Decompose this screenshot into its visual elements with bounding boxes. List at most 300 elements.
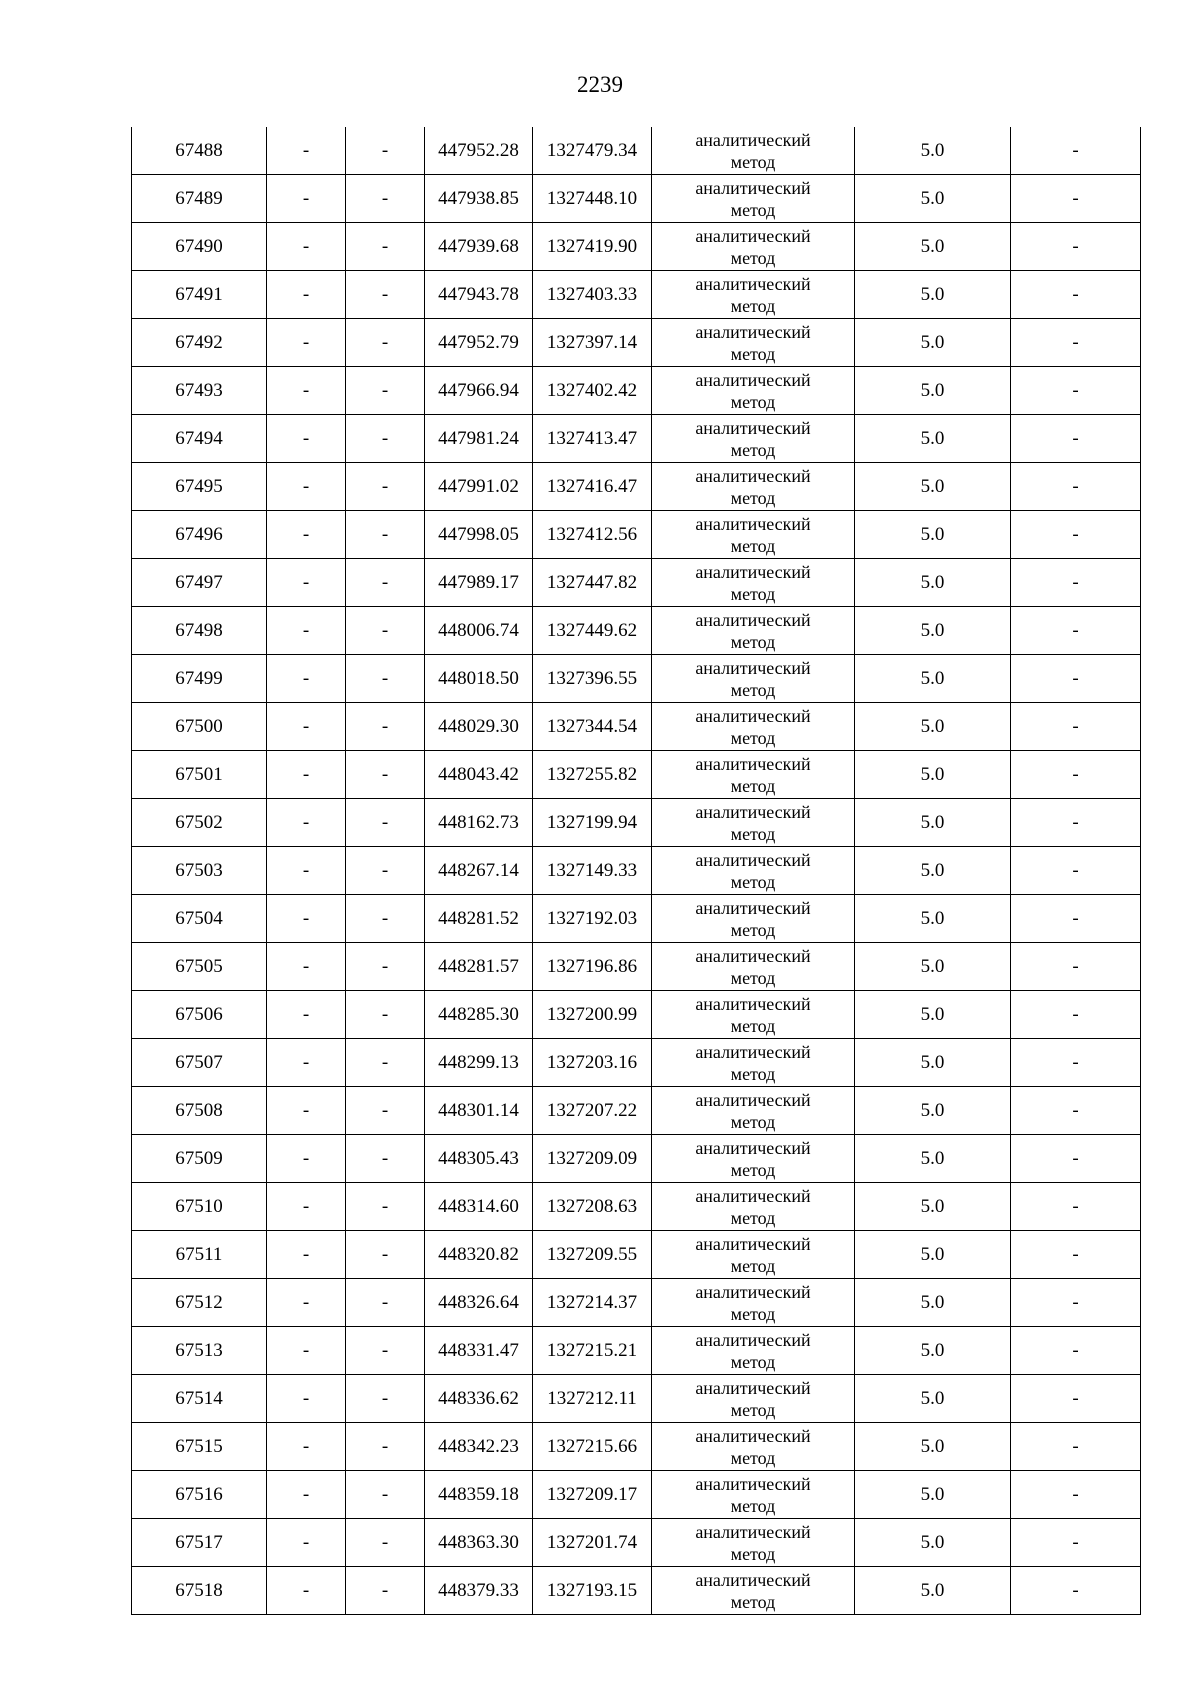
method-line-2: метод <box>730 583 776 604</box>
dash-cell: - <box>1011 1279 1141 1327</box>
method-line-1: аналитический <box>695 1521 811 1542</box>
dash-cell: - <box>1011 991 1141 1039</box>
y-coordinate-cell: 1327412.56 <box>533 511 652 559</box>
precision-cell: 5.0 <box>855 319 1011 367</box>
dash-cell: - <box>267 1471 346 1519</box>
method-line-1: аналитический <box>695 1185 811 1206</box>
table-body <box>132 127 1141 1615</box>
dash-cell: - <box>346 655 425 703</box>
point-id-cell: 67491 <box>132 271 267 319</box>
dash-cell: - <box>267 1423 346 1471</box>
method-cell <box>652 1567 855 1615</box>
method-line-1: аналитический <box>695 705 811 726</box>
method-cell <box>652 991 855 1039</box>
y-coordinate-cell: 1327208.63 <box>533 1183 652 1231</box>
x-coordinate-cell: 448162.73 <box>425 799 533 847</box>
method-line-2: метод <box>730 343 776 364</box>
x-coordinate-cell: 448326.64 <box>425 1279 533 1327</box>
method-line-1: аналитический <box>695 801 811 822</box>
point-id-cell: 67489 <box>132 175 267 223</box>
method-line-1: аналитический <box>695 561 811 582</box>
point-id-cell: 67499 <box>132 655 267 703</box>
dash-cell: - <box>267 127 346 175</box>
x-coordinate-cell: 448299.13 <box>425 1039 533 1087</box>
point-id-cell: 67512 <box>132 1279 267 1327</box>
point-id-cell: 67509 <box>132 1135 267 1183</box>
method-line-2: метод <box>730 823 776 844</box>
dash-cell: - <box>267 703 346 751</box>
y-coordinate-cell: 1327215.21 <box>533 1327 652 1375</box>
point-id-cell: 67516 <box>132 1471 267 1519</box>
dash-cell: - <box>267 847 346 895</box>
table-row <box>132 1135 1141 1183</box>
dash-cell: - <box>1011 943 1141 991</box>
method-cell <box>652 1231 855 1279</box>
precision-cell: 5.0 <box>855 127 1011 175</box>
method-line-1: аналитический <box>695 465 811 486</box>
y-coordinate-cell: 1327344.54 <box>533 703 652 751</box>
method-line-1: аналитический <box>695 321 811 342</box>
x-coordinate-cell: 448281.52 <box>425 895 533 943</box>
table-row <box>132 607 1141 655</box>
method-line-1: аналитический <box>695 1137 811 1158</box>
dash-cell: - <box>267 943 346 991</box>
table-row <box>132 847 1141 895</box>
y-coordinate-cell: 1327416.47 <box>533 463 652 511</box>
x-coordinate-cell: 448320.82 <box>425 1231 533 1279</box>
precision-cell: 5.0 <box>855 895 1011 943</box>
precision-cell: 5.0 <box>855 223 1011 271</box>
method-line-2: метод <box>730 487 776 508</box>
x-coordinate-cell: 447989.17 <box>425 559 533 607</box>
dash-cell: - <box>1011 1039 1141 1087</box>
method-line-2: метод <box>730 1207 776 1228</box>
precision-cell: 5.0 <box>855 511 1011 559</box>
dash-cell: - <box>1011 1327 1141 1375</box>
x-coordinate-cell: 447966.94 <box>425 367 533 415</box>
dash-cell: - <box>267 799 346 847</box>
dash-cell: - <box>346 223 425 271</box>
x-coordinate-cell: 448331.47 <box>425 1327 533 1375</box>
dash-cell: - <box>1011 1183 1141 1231</box>
table-row <box>132 1279 1141 1327</box>
precision-cell: 5.0 <box>855 1567 1011 1615</box>
precision-cell: 5.0 <box>855 607 1011 655</box>
point-id-cell: 67494 <box>132 415 267 463</box>
point-id-cell: 67488 <box>132 127 267 175</box>
table-row <box>132 223 1141 271</box>
precision-cell: 5.0 <box>855 463 1011 511</box>
method-line-2: метод <box>730 1015 776 1036</box>
point-id-cell: 67500 <box>132 703 267 751</box>
dash-cell: - <box>346 319 425 367</box>
x-coordinate-cell: 448018.50 <box>425 655 533 703</box>
dash-cell: - <box>346 271 425 319</box>
method-line-2: метод <box>730 775 776 796</box>
dash-cell: - <box>1011 175 1141 223</box>
method-cell <box>652 1183 855 1231</box>
dash-cell: - <box>267 1375 346 1423</box>
point-id-cell: 67503 <box>132 847 267 895</box>
dash-cell: - <box>1011 1423 1141 1471</box>
y-coordinate-cell: 1327200.99 <box>533 991 652 1039</box>
point-id-cell: 67505 <box>132 943 267 991</box>
dash-cell: - <box>267 319 346 367</box>
x-coordinate-cell: 448305.43 <box>425 1135 533 1183</box>
method-line-1: аналитический <box>695 1425 811 1446</box>
point-id-cell: 67496 <box>132 511 267 559</box>
method-cell <box>652 271 855 319</box>
table-row <box>132 319 1141 367</box>
method-line-1: аналитический <box>695 513 811 534</box>
dash-cell: - <box>1011 1519 1141 1567</box>
dash-cell: - <box>1011 511 1141 559</box>
table-row <box>132 1567 1141 1615</box>
table-row <box>132 751 1141 799</box>
dash-cell: - <box>1011 1135 1141 1183</box>
method-line-2: метод <box>730 871 776 892</box>
point-id-cell: 67502 <box>132 799 267 847</box>
method-line-1: аналитический <box>695 1569 811 1590</box>
dash-cell: - <box>1011 1471 1141 1519</box>
point-id-cell: 67518 <box>132 1567 267 1615</box>
method-line-1: аналитический <box>695 225 811 246</box>
point-id-cell: 67493 <box>132 367 267 415</box>
x-coordinate-cell: 447939.68 <box>425 223 533 271</box>
dash-cell: - <box>267 175 346 223</box>
method-line-2: метод <box>730 1543 776 1564</box>
dash-cell: - <box>346 175 425 223</box>
method-line-1: аналитический <box>695 1233 811 1254</box>
dash-cell: - <box>346 1567 425 1615</box>
dash-cell: - <box>267 1231 346 1279</box>
x-coordinate-cell: 447943.78 <box>425 271 533 319</box>
method-cell <box>652 1039 855 1087</box>
y-coordinate-cell: 1327449.62 <box>533 607 652 655</box>
y-coordinate-cell: 1327193.15 <box>533 1567 652 1615</box>
method-line-1: аналитический <box>695 753 811 774</box>
method-cell <box>652 1471 855 1519</box>
y-coordinate-cell: 1327214.37 <box>533 1279 652 1327</box>
method-line-2: метод <box>730 247 776 268</box>
method-line-1: аналитический <box>695 993 811 1014</box>
method-cell <box>652 607 855 655</box>
dash-cell: - <box>346 1279 425 1327</box>
method-line-1: аналитический <box>695 129 811 150</box>
precision-cell: 5.0 <box>855 559 1011 607</box>
dash-cell: - <box>1011 799 1141 847</box>
method-line-2: метод <box>730 391 776 412</box>
point-id-cell: 67511 <box>132 1231 267 1279</box>
method-cell <box>652 1375 855 1423</box>
precision-cell: 5.0 <box>855 943 1011 991</box>
method-line-1: аналитический <box>695 273 811 294</box>
point-id-cell: 67497 <box>132 559 267 607</box>
point-id-cell: 67506 <box>132 991 267 1039</box>
point-id-cell: 67513 <box>132 1327 267 1375</box>
x-coordinate-cell: 447952.79 <box>425 319 533 367</box>
dash-cell: - <box>267 1039 346 1087</box>
x-coordinate-cell: 447991.02 <box>425 463 533 511</box>
method-line-2: метод <box>730 439 776 460</box>
dash-cell: - <box>346 943 425 991</box>
dash-cell: - <box>346 1087 425 1135</box>
method-line-1: аналитический <box>695 897 811 918</box>
x-coordinate-cell: 448336.62 <box>425 1375 533 1423</box>
method-line-1: аналитический <box>695 417 811 438</box>
method-line-1: аналитический <box>695 609 811 630</box>
dash-cell: - <box>267 1135 346 1183</box>
point-id-cell: 67508 <box>132 1087 267 1135</box>
table-row <box>132 1039 1141 1087</box>
dash-cell: - <box>346 751 425 799</box>
y-coordinate-cell: 1327255.82 <box>533 751 652 799</box>
table-row <box>132 559 1141 607</box>
y-coordinate-cell: 1327192.03 <box>533 895 652 943</box>
method-cell <box>652 511 855 559</box>
dash-cell: - <box>346 1039 425 1087</box>
table-row <box>132 367 1141 415</box>
point-id-cell: 67495 <box>132 463 267 511</box>
y-coordinate-cell: 1327396.55 <box>533 655 652 703</box>
dash-cell: - <box>346 1471 425 1519</box>
y-coordinate-cell: 1327403.33 <box>533 271 652 319</box>
dash-cell: - <box>1011 271 1141 319</box>
dash-cell: - <box>267 367 346 415</box>
method-line-2: метод <box>730 727 776 748</box>
method-cell <box>652 1327 855 1375</box>
precision-cell: 5.0 <box>855 655 1011 703</box>
y-coordinate-cell: 1327419.90 <box>533 223 652 271</box>
method-cell <box>652 655 855 703</box>
precision-cell: 5.0 <box>855 703 1011 751</box>
method-line-2: метод <box>730 295 776 316</box>
dash-cell: - <box>1011 415 1141 463</box>
method-line-2: метод <box>730 1063 776 1084</box>
y-coordinate-cell: 1327209.09 <box>533 1135 652 1183</box>
dash-cell: - <box>1011 847 1141 895</box>
point-id-cell: 67490 <box>132 223 267 271</box>
method-cell <box>652 847 855 895</box>
method-line-1: аналитический <box>695 657 811 678</box>
x-coordinate-cell: 448029.30 <box>425 703 533 751</box>
method-line-1: аналитический <box>695 1329 811 1350</box>
precision-cell: 5.0 <box>855 1279 1011 1327</box>
table-row <box>132 991 1141 1039</box>
dash-cell: - <box>267 463 346 511</box>
method-cell <box>652 751 855 799</box>
x-coordinate-cell: 448301.14 <box>425 1087 533 1135</box>
dash-cell: - <box>267 1279 346 1327</box>
dash-cell: - <box>267 751 346 799</box>
table-row <box>132 1231 1141 1279</box>
method-line-2: метод <box>730 1399 776 1420</box>
dash-cell: - <box>267 559 346 607</box>
x-coordinate-cell: 448359.18 <box>425 1471 533 1519</box>
table-row <box>132 463 1141 511</box>
x-coordinate-cell: 448281.57 <box>425 943 533 991</box>
method-line-2: метод <box>730 967 776 988</box>
dash-cell: - <box>1011 655 1141 703</box>
dash-cell: - <box>346 847 425 895</box>
dash-cell: - <box>346 1135 425 1183</box>
y-coordinate-cell: 1327413.47 <box>533 415 652 463</box>
dash-cell: - <box>346 127 425 175</box>
dash-cell: - <box>1011 127 1141 175</box>
dash-cell: - <box>1011 895 1141 943</box>
method-line-1: аналитический <box>695 945 811 966</box>
method-line-2: метод <box>730 151 776 172</box>
method-cell <box>652 1279 855 1327</box>
dash-cell: - <box>346 1183 425 1231</box>
point-id-cell: 67507 <box>132 1039 267 1087</box>
dash-cell: - <box>267 607 346 655</box>
precision-cell: 5.0 <box>855 991 1011 1039</box>
page-number: 2239 <box>577 72 623 97</box>
table-row <box>132 1183 1141 1231</box>
method-cell <box>652 175 855 223</box>
x-coordinate-cell: 447998.05 <box>425 511 533 559</box>
point-id-cell: 67504 <box>132 895 267 943</box>
x-coordinate-cell: 447981.24 <box>425 415 533 463</box>
table-row <box>132 799 1141 847</box>
y-coordinate-cell: 1327209.17 <box>533 1471 652 1519</box>
dash-cell: - <box>267 1087 346 1135</box>
method-cell <box>652 1135 855 1183</box>
method-line-2: метод <box>730 631 776 652</box>
method-line-1: аналитический <box>695 369 811 390</box>
method-cell <box>652 799 855 847</box>
y-coordinate-cell: 1327209.55 <box>533 1231 652 1279</box>
precision-cell: 5.0 <box>855 271 1011 319</box>
table-row <box>132 175 1141 223</box>
x-coordinate-cell: 448043.42 <box>425 751 533 799</box>
dash-cell: - <box>346 991 425 1039</box>
method-cell <box>652 319 855 367</box>
precision-cell: 5.0 <box>855 1135 1011 1183</box>
dash-cell: - <box>267 511 346 559</box>
method-cell <box>652 223 855 271</box>
dash-cell: - <box>1011 751 1141 799</box>
dash-cell: - <box>346 511 425 559</box>
precision-cell: 5.0 <box>855 1183 1011 1231</box>
dash-cell: - <box>1011 1087 1141 1135</box>
method-line-2: метод <box>730 679 776 700</box>
point-id-cell: 67501 <box>132 751 267 799</box>
y-coordinate-cell: 1327447.82 <box>533 559 652 607</box>
x-coordinate-cell: 448006.74 <box>425 607 533 655</box>
method-line-2: метод <box>730 535 776 556</box>
dash-cell: - <box>346 607 425 655</box>
dash-cell: - <box>1011 559 1141 607</box>
dash-cell: - <box>267 415 346 463</box>
point-id-cell: 67498 <box>132 607 267 655</box>
table-row <box>132 511 1141 559</box>
precision-cell: 5.0 <box>855 751 1011 799</box>
method-line-1: аналитический <box>695 1089 811 1110</box>
y-coordinate-cell: 1327448.10 <box>533 175 652 223</box>
method-cell <box>652 463 855 511</box>
dash-cell: - <box>267 895 346 943</box>
dash-cell: - <box>346 1519 425 1567</box>
dash-cell: - <box>346 559 425 607</box>
coordinates-table <box>131 127 1141 1615</box>
dash-cell: - <box>267 1567 346 1615</box>
dash-cell: - <box>1011 223 1141 271</box>
dash-cell: - <box>346 799 425 847</box>
method-line-2: метод <box>730 199 776 220</box>
method-cell <box>652 895 855 943</box>
y-coordinate-cell: 1327201.74 <box>533 1519 652 1567</box>
x-coordinate-cell: 448342.23 <box>425 1423 533 1471</box>
method-line-2: метод <box>730 1591 776 1612</box>
dash-cell: - <box>1011 319 1141 367</box>
precision-cell: 5.0 <box>855 1039 1011 1087</box>
dash-cell: - <box>1011 607 1141 655</box>
method-line-1: аналитический <box>695 1041 811 1062</box>
precision-cell: 5.0 <box>855 1087 1011 1135</box>
dash-cell: - <box>267 991 346 1039</box>
x-coordinate-cell: 448363.30 <box>425 1519 533 1567</box>
method-line-2: метод <box>730 919 776 940</box>
y-coordinate-cell: 1327212.11 <box>533 1375 652 1423</box>
y-coordinate-cell: 1327402.42 <box>533 367 652 415</box>
y-coordinate-cell: 1327215.66 <box>533 1423 652 1471</box>
dash-cell: - <box>1011 703 1141 751</box>
precision-cell: 5.0 <box>855 1327 1011 1375</box>
dash-cell: - <box>267 655 346 703</box>
method-line-2: метод <box>730 1111 776 1132</box>
precision-cell: 5.0 <box>855 367 1011 415</box>
method-line-1: аналитический <box>695 177 811 198</box>
y-coordinate-cell: 1327207.22 <box>533 1087 652 1135</box>
x-coordinate-cell: 448285.30 <box>425 991 533 1039</box>
method-cell <box>652 1423 855 1471</box>
precision-cell: 5.0 <box>855 415 1011 463</box>
dash-cell: - <box>346 1375 425 1423</box>
dash-cell: - <box>1011 1375 1141 1423</box>
x-coordinate-cell: 447938.85 <box>425 175 533 223</box>
dash-cell: - <box>346 367 425 415</box>
table-row <box>132 1327 1141 1375</box>
dash-cell: - <box>346 1423 425 1471</box>
table-row <box>132 655 1141 703</box>
method-line-2: метод <box>730 1351 776 1372</box>
x-coordinate-cell: 448267.14 <box>425 847 533 895</box>
method-line-1: аналитический <box>695 849 811 870</box>
table-row <box>132 943 1141 991</box>
precision-cell: 5.0 <box>855 1423 1011 1471</box>
dash-cell: - <box>267 271 346 319</box>
dash-cell: - <box>346 895 425 943</box>
method-line-1: аналитический <box>695 1281 811 1302</box>
method-line-2: метод <box>730 1159 776 1180</box>
method-line-2: метод <box>730 1447 776 1468</box>
precision-cell: 5.0 <box>855 799 1011 847</box>
dash-cell: - <box>267 1183 346 1231</box>
point-id-cell: 67510 <box>132 1183 267 1231</box>
y-coordinate-cell: 1327203.16 <box>533 1039 652 1087</box>
method-line-1: аналитический <box>695 1377 811 1398</box>
dash-cell: - <box>346 415 425 463</box>
table-row <box>132 895 1141 943</box>
table-row <box>132 415 1141 463</box>
precision-cell: 5.0 <box>855 175 1011 223</box>
dash-cell: - <box>267 1327 346 1375</box>
y-coordinate-cell: 1327479.34 <box>533 127 652 175</box>
dash-cell: - <box>346 1231 425 1279</box>
table-row <box>132 1519 1141 1567</box>
